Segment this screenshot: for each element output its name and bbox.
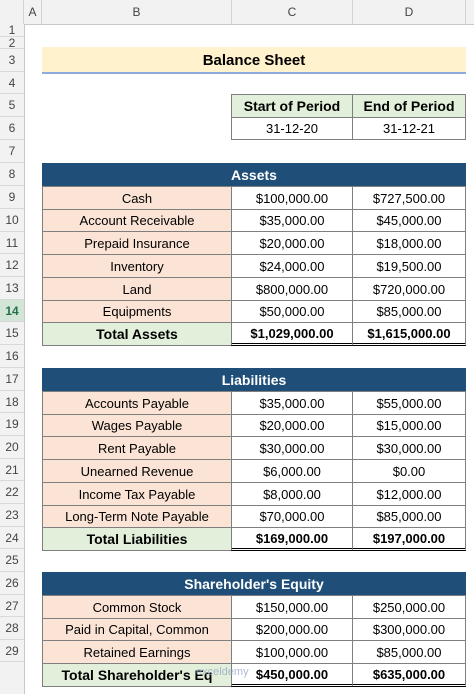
- equity-total-start[interactable]: $450,000.00: [231, 663, 353, 687]
- equity-item-label[interactable]: Common Stock: [42, 595, 232, 619]
- assets-item-end[interactable]: $45,000.00: [352, 209, 466, 232]
- equity-item-label[interactable]: Paid in Capital, Common: [42, 618, 232, 641]
- liabilities-item-end[interactable]: $85,000.00: [352, 505, 466, 528]
- assets-total-label[interactable]: Total Assets: [42, 322, 232, 346]
- liabilities-total-start[interactable]: $169,000.00: [231, 527, 353, 551]
- equity-item-end[interactable]: $250,000.00: [352, 595, 466, 619]
- sheet-title[interactable]: Balance Sheet: [42, 47, 466, 73]
- row-header-24[interactable]: 24: [0, 527, 24, 549]
- liabilities-item-end[interactable]: $0.00: [352, 459, 466, 483]
- row-header-17[interactable]: 17: [0, 368, 24, 391]
- assets-item-label[interactable]: Equipments: [42, 300, 232, 323]
- row-header-27[interactable]: 27: [0, 595, 24, 617]
- liabilities-item-label[interactable]: Income Tax Payable: [42, 482, 232, 506]
- column-header-bar: [0, 0, 474, 25]
- assets-item-start[interactable]: $50,000.00: [231, 300, 353, 323]
- assets-item-end[interactable]: $18,000.00: [352, 231, 466, 255]
- equity-item-end[interactable]: $85,000.00: [352, 640, 466, 664]
- liabilities-item-label[interactable]: Long-Term Note Payable: [42, 505, 232, 528]
- column-header-b[interactable]: B: [42, 0, 232, 24]
- assets-item-end[interactable]: $720,000.00: [352, 277, 466, 301]
- assets-item-start[interactable]: $800,000.00: [231, 277, 353, 301]
- liabilities-total-end[interactable]: $197,000.00: [352, 527, 466, 551]
- assets-item-label[interactable]: Inventory: [42, 254, 232, 278]
- end-period-header[interactable]: End of Period: [352, 94, 466, 118]
- row-header-10[interactable]: 10: [0, 209, 24, 232]
- liabilities-item-start[interactable]: $35,000.00: [231, 391, 353, 415]
- row-header-9[interactable]: 9: [0, 186, 24, 209]
- assets-item-end[interactable]: $727,500.00: [352, 186, 466, 210]
- assets-total-end[interactable]: $1,615,000.00: [352, 322, 466, 346]
- column-header-d[interactable]: D: [353, 0, 466, 24]
- equity-item-end[interactable]: $300,000.00: [352, 618, 466, 641]
- equity-item-label[interactable]: Retained Earnings: [42, 640, 232, 664]
- liabilities-item-end[interactable]: $30,000.00: [352, 436, 466, 460]
- row-header-7[interactable]: 7: [0, 140, 24, 163]
- liabilities-item-end[interactable]: $12,000.00: [352, 482, 466, 506]
- column-header-a[interactable]: A: [24, 0, 42, 24]
- column-header-c[interactable]: C: [232, 0, 353, 24]
- row-header-3[interactable]: 3: [0, 49, 24, 72]
- row-header-11[interactable]: 11: [0, 232, 24, 254]
- row-header-4[interactable]: 4: [0, 72, 24, 94]
- row-header-12[interactable]: 12: [0, 254, 24, 277]
- liabilities-item-end[interactable]: $15,000.00: [352, 414, 466, 437]
- row-header-6[interactable]: 6: [0, 117, 24, 140]
- liabilities-item-start[interactable]: $20,000.00: [231, 414, 353, 437]
- row-header-14[interactable]: 14: [0, 300, 24, 322]
- assets-total-start[interactable]: $1,029,000.00: [231, 322, 353, 346]
- start-period-date[interactable]: 31-12-20: [231, 117, 353, 140]
- row-header-5[interactable]: 5: [0, 94, 24, 117]
- equity-item-start[interactable]: $200,000.00: [231, 618, 353, 641]
- row-header-18[interactable]: 18: [0, 391, 24, 413]
- assets-item-start[interactable]: $24,000.00: [231, 254, 353, 278]
- liabilities-item-start[interactable]: $8,000.00: [231, 482, 353, 506]
- liabilities-item-start[interactable]: $70,000.00: [231, 505, 353, 528]
- start-period-header[interactable]: Start of Period: [231, 94, 353, 118]
- liabilities-item-start[interactable]: $30,000.00: [231, 436, 353, 460]
- equity-section-header[interactable]: Shareholder's Equity: [42, 572, 466, 595]
- row-header-13[interactable]: 13: [0, 277, 24, 300]
- end-period-date[interactable]: 31-12-21: [352, 117, 466, 140]
- row-header-21[interactable]: 21: [0, 459, 24, 481]
- liabilities-total-label[interactable]: Total Liabilities: [42, 527, 232, 551]
- assets-item-end[interactable]: $19,500.00: [352, 254, 466, 278]
- liabilities-item-label[interactable]: Accounts Payable: [42, 391, 232, 415]
- row-header-19[interactable]: 19: [0, 413, 24, 436]
- equity-total-label[interactable]: Total Shareholder's Eq: [42, 663, 232, 687]
- assets-item-start[interactable]: $35,000.00: [231, 209, 353, 232]
- row-header-26[interactable]: 26: [0, 572, 24, 595]
- liabilities-item-label[interactable]: Rent Payable: [42, 436, 232, 460]
- liabilities-item-label[interactable]: Unearned Revenue: [42, 459, 232, 483]
- assets-item-end[interactable]: $85,000.00: [352, 300, 466, 323]
- equity-item-start[interactable]: $150,000.00: [231, 595, 353, 619]
- row-header-1[interactable]: 1: [0, 24, 24, 37]
- liabilities-item-end[interactable]: $55,000.00: [352, 391, 466, 415]
- row-header-16[interactable]: 16: [0, 345, 24, 368]
- assets-item-label[interactable]: Cash: [42, 186, 232, 210]
- assets-item-start[interactable]: $100,000.00: [231, 186, 353, 210]
- row-header-15[interactable]: 15: [0, 322, 24, 345]
- row-header-25[interactable]: 25: [0, 549, 24, 572]
- row-header-22[interactable]: 22: [0, 481, 24, 504]
- row-header-2[interactable]: 2: [0, 37, 24, 49]
- equity-item-start[interactable]: $100,000.00: [231, 640, 353, 664]
- liabilities-item-label[interactable]: Wages Payable: [42, 414, 232, 437]
- row-header-8[interactable]: 8: [0, 163, 24, 186]
- liabilities-section-header[interactable]: Liabilities: [42, 368, 466, 391]
- assets-item-label[interactable]: Prepaid Insurance: [42, 231, 232, 255]
- row-header-29[interactable]: 29: [0, 640, 24, 662]
- assets-item-start[interactable]: $20,000.00: [231, 231, 353, 255]
- assets-item-label[interactable]: Account Receivable: [42, 209, 232, 232]
- liabilities-item-start[interactable]: $6,000.00: [231, 459, 353, 483]
- title-underline: [42, 72, 466, 74]
- assets-item-label[interactable]: Land: [42, 277, 232, 301]
- assets-section-header[interactable]: Assets: [42, 163, 466, 186]
- watermark-logo: exceldemy: [196, 666, 249, 678]
- row-header-20[interactable]: 20: [0, 436, 24, 459]
- row-header-28[interactable]: 28: [0, 617, 24, 640]
- row-header-23[interactable]: 23: [0, 504, 24, 527]
- equity-total-end[interactable]: $635,000.00: [352, 663, 466, 687]
- select-all-corner[interactable]: [0, 0, 24, 24]
